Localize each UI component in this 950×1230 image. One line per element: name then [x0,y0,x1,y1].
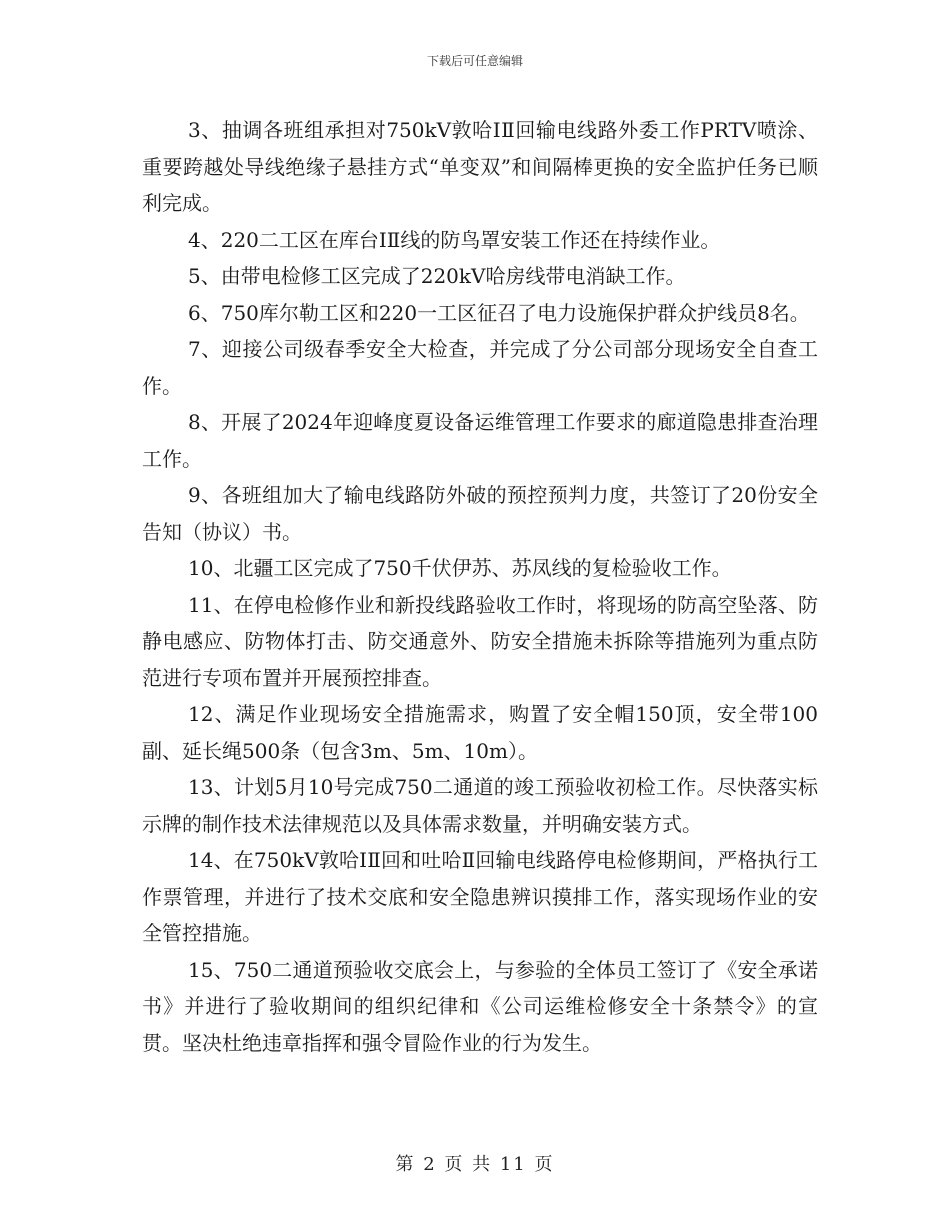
paragraph-item-7: 7、迎接公司级春季安全大检查，并完成了分公司部分现场安全自查工作。 [142,337,818,398]
paragraph-item-9: 9、各班组加大了输电线路防外破的预控预判力度，共签订了20份安全告知（协议）书。 [142,483,818,544]
paragraph-item-14: 14、在750kV敦哈ⅠⅡ回和吐哈Ⅱ回输电线路停电检修期间，严格执行工作票管理，并进行了技术交底和安全隐患辨识摸排工作，落实现场作业的安全管控措施。 [142,848,818,945]
paragraph-item-11: 11、在停电检修作业和新投线路验收工作时，将现场的防高空坠落、防静电感应、防物体打击、防交通意外、防安全措施未拆除等措施列为重点防范进行专项布置并开展预控排查。 [142,592,818,690]
document-body [142,112,818,1061]
paragraph-item-6: 6、750库尔勒工区和220一工区征召了电力设施保护群众护线员8名。 [188,300,810,325]
page-header: 下载后可任意编辑 [426,54,523,68]
paragraph-item-8: 8、开展了2024年迎峰度夏设备运维管理工作要求的廊道隐患排查治理工作。 [142,410,818,471]
paragraph-item-13: 13、计划5月10号完成750二通道的竣工预验收初检工作。尽快落实标示牌的制作技术法律规范以及具体需求数量，并明确安装方式。 [142,775,818,836]
page-number-footer: 第 2 页 共 11 页 [395,1154,555,1175]
paragraph-item-15: 15、750二通道预验收交底会上，与参验的全体员工签订了《安全承诺书》并进行了验收期间的组织纪律和《公司运维检修安全十条禁令》的宣贯。坚决杜绝违章指挥和强令冒险作业的行为发生。 [142,957,818,1055]
paragraph-item-10: 10、北疆工区完成了750千伏伊苏、苏凤线的复检验收工作。 [188,556,732,580]
paragraph-item-4: 4、220二工区在库台ⅠⅡ线的防鸟罩安装工作还在持续作业。 [188,227,721,252]
paragraph-item-3: 3、抽调各班组承担对750kV敦哈ⅠⅡ回输电线路外委工作PRTV喷涂、重要跨越处导线绝缘子悬挂方式“单变双”和间隔棒更换的安全监护任务已顺利完成。 [142,118,818,215]
paragraph-item-12: 12、满足作业现场安全措施需求，购置了安全帽150顶，安全带100副、延长绳500条（包含3m、5m、10m）。 [142,702,818,763]
paragraph-item-5: 5、由带电检修工区完成了220kV哈房线带电消缺工作。 [188,264,686,288]
